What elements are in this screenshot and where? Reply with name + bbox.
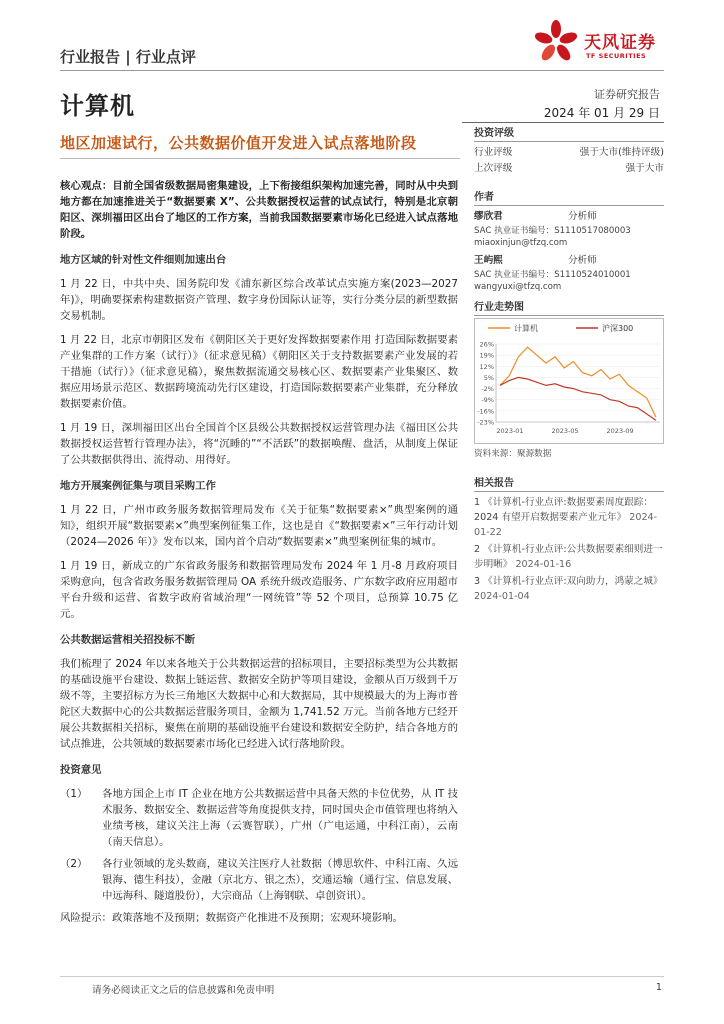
logo-text: 天风证券 [584,33,656,53]
x-tick-label: 2023-09 [606,427,634,435]
related-title: 相关报告 [474,474,664,492]
chart-source: 资料来源：聚源数据 [474,449,552,459]
y-tick-label: 26% [479,340,494,349]
section-title: 地方区域的针对性文件细则加速出台 [60,254,227,266]
report-title: 地区加速试行，公共数据价值开发进入试点落地阶段 [60,134,417,152]
related-report-title[interactable]: 2 《计算机-行业点评:公共数据要素细则进一步明晰》 [474,544,663,570]
y-tick-label: -2% [481,385,494,394]
series-line-hs300 [500,377,656,420]
previous-rating-label: 上次评级 [474,163,513,174]
author-email[interactable]: miaoxinjun@tfzq.com [474,238,568,248]
list-text: 各行业领域的龙头数商，建议关注医疗人社数据（博思软件、中科江南、久远银海、德生科技），金融（京北方、银之杰），交通运输（通行宝、信息发展、中远海科、隧道股份），大宗商品（上海钢联、卓创资讯）。 [102,858,458,902]
section-title: 投资意见 [60,764,102,776]
rating-label: 行业评级 [474,147,513,158]
author-cert: SAC 执业证书编号：S1110517080003 [474,226,631,236]
paragraph: 1 月 19 日，新成立的广东省政务服务和数据管理局发布 2024 年 1 月-8 月政府项目采购意向，包含省政务服务数据管理局 OA 系统升级改造服务、广东数字政府应用超市平台升级和运营、省数字政府省域治理“一网统管”等 52 个项目，总预算 10.75 亿元。 [60,560,458,620]
paragraph: 1 月 22 日，中共中央、国务院印发《浦东新区综合改革试点实施方案(2023—2027 年)》，明确要探索构建数据资产管理、数字身份国际认证等，实行分类分层的新型数据交易机制。 [60,278,458,322]
paragraph: 1 月 22 日，广州市政务服务数据管理局发布《关于征集“数据要素×”典型案例的通知》，组织开展“数据要素×”典型案例征集工作，这也是自《“数据要素×”三年行动计划（2024—2026 年）》发布以来，国内首个启动“数据要素×”典型案例征集的城市。 [60,504,458,548]
author-name: 缪欣君 [474,211,503,222]
title-divider [60,158,460,159]
author-name: 王屿熙 [474,255,503,266]
author-role: 分析师 [568,211,597,222]
list-number: （2） [60,858,88,870]
page-number: 1 [655,982,662,993]
author-title: 作者 [474,188,664,206]
author-cert: SAC 执业证书编号：S1110524010001 [474,270,631,280]
related-report[interactable] [474,542,664,572]
main-content [60,178,458,934]
author-role: 分析师 [568,255,597,266]
author-panel [474,188,664,293]
footer-divider [60,976,664,977]
trend-title: 行业走势图 [474,298,664,316]
related-report-date: 2024-01-22 [474,512,658,538]
paragraph: 我们梳理了 2024 年以来各地关于公共数据运营的招标项目，主要招标类型为公共数据的基础设施平台建设、数据上链运营、数据安全防护等项目建设，金额从百万级到千万级不等，主要招标方为长三角地区大数据中心和大数据局，其中规模最大的为上海市普陀区大数据中心的公共数据运营服务项目，金额为 1,741.52 万元。当前各地方已经开展公共数据相关招标，聚焦在前期的基础设施平台建设和数据安全防护，结合各地方的试点推进，公共领域的数据要素市场化已经进入试行落地阶段。 [60,658,458,750]
paragraph: 1 月 19 日，深圳福田区出台全国首个区县级公共数据授权运营管理办法《福田区公共数据授权运营暂行管理办法》，将“沉睡的”“不活跃”的数据唤醒、盘活，从制度上保证了公共数据供得出、流得动、用得好。 [60,422,458,466]
section-title: 地方开展案例征集与项目采购工作 [60,480,216,492]
rating-panel [474,124,664,177]
trend-panel [474,298,664,319]
header-divider [60,70,664,71]
y-tick-label: 19% [479,351,494,360]
rating-row [474,145,664,161]
related-report-title[interactable]: 3 《计算机-行业点评:双向助力，鸿蒙之城》 [474,576,663,587]
previous-rating-value: 强于大市 [625,163,664,174]
industry-title: 计算机 [60,92,135,120]
related-report-title[interactable]: 1 《计算机-行业点评:数据要素周度跟踪：2024 有望开启数据要素产业元年》 [474,497,653,523]
legend-label: 计算机 [514,324,538,333]
paragraph: 1 月 22 日，北京市朝阳区发布《朝阳区关于更好发挥数据要素作用 打造国际数据要素产业集群的工作方案（试行）》（征求意见稿）《朝阳区关于支持数据要素产业发展的若干措施（试行）》（征求意见稿），聚焦数据流通交易核心区、数据要素产业集聚区、数据应用场景示范区、数据跨境流动先行区建设，打造国际数据要素产业集群，充分释放数据要素价值。 [60,334,458,410]
author-entry [474,209,664,249]
x-tick-label: 2023-01 [496,427,524,435]
list-number: （1） [60,788,88,800]
author-email[interactable]: wangyuxi@tfzq.com [474,282,562,292]
y-tick-label: -23% [477,418,494,427]
rating-title: 投资评级 [474,124,664,142]
related-report[interactable] [474,495,664,540]
report-date: 2024 年 01 月 29 日 [543,106,660,120]
core-summary: 核心观点：目前全国省级数据局密集建设，上下衔接组织架构加速完善，同时从中央到地方都在加速推进关于“数据要素 X”、公共数据授权运营的试点试行，特别是北京朝阳区、深圳福田区出台了地区的工作方案，当前我国数据要素市场化已经进入试点落地阶段。 [60,180,458,240]
related-report-date: 2024-01-04 [474,591,530,602]
chart-frame [475,319,664,444]
report-category: 行业报告 | 行业点评 [60,48,196,66]
y-tick-label: -16% [477,407,494,416]
y-tick-label: 5% [483,373,494,382]
investment-item [60,856,458,904]
author-entry [474,253,664,293]
investment-item [60,786,458,850]
related-panel [474,474,664,606]
date-divider [462,122,664,123]
y-tick-label: 12% [479,362,494,371]
previous-rating-row [474,161,664,177]
y-tick-label: -9% [481,396,494,405]
trend-chart [474,318,664,444]
rating-value: 强于大市(维持评级) [579,147,664,158]
section-title: 公共数据运营相关招投标不断 [60,634,196,646]
related-report-date: 2024-01-16 [515,559,572,570]
x-tick-label: 2023-05 [551,427,579,435]
footer-disclaimer: 请务必阅读正文之后的信息披露和免责申明 [92,985,275,996]
list-text: 各地方国企上市 IT 企业在地方公共数据运营中具备天然的卡位优势，从 IT 技术服务、数据安全、数据运营等角度提供支持，同时国央企市值管理也将纳入业绩考核，建议关注上海（云赛智联），广州（广电运通，中科江南），云南（南天信息）。 [102,788,458,848]
logo-english-text: TF SECURITIES [586,52,647,60]
legend-label: 沪深300 [602,324,634,333]
related-report[interactable] [474,574,664,604]
report-label: 证券研究报告 [594,88,660,101]
risk-warning: 风险提示：政策落地不及预期；数据资产化推进不及预期；宏观环境影响。 [60,912,403,924]
